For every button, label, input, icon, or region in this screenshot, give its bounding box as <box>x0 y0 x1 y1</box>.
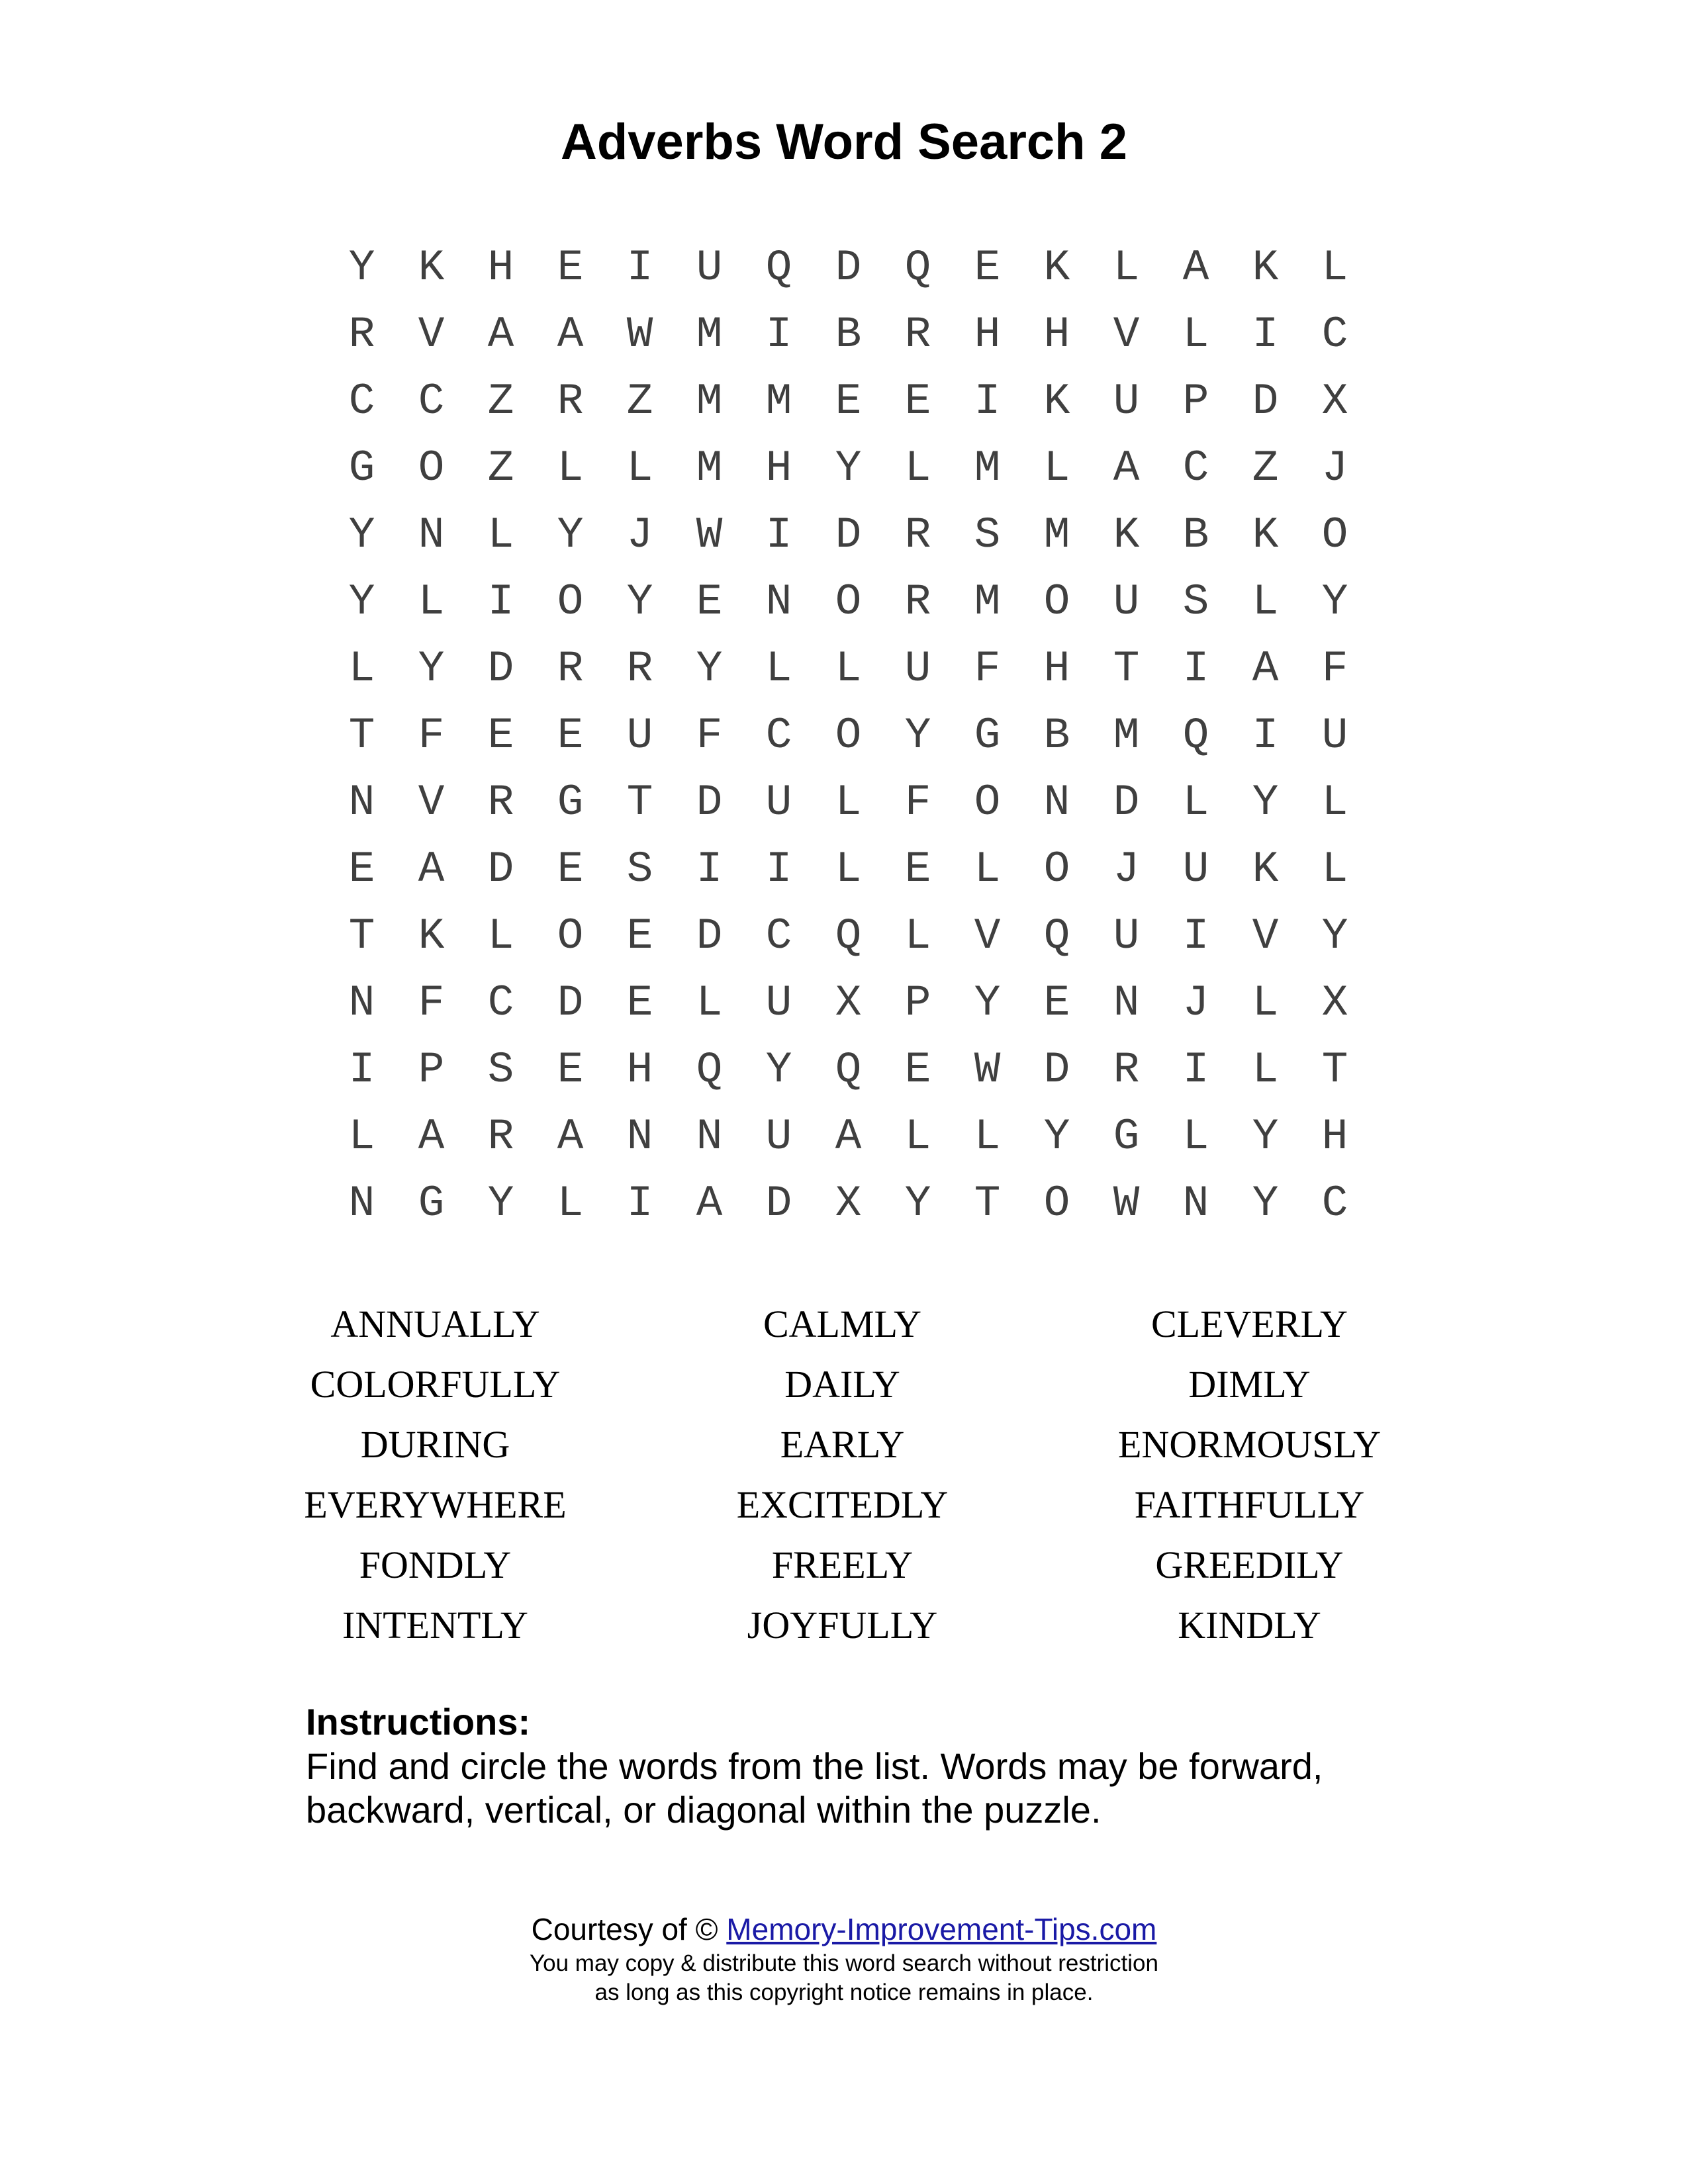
grid-letter[interactable]: Q <box>835 1045 862 1095</box>
grid-letter[interactable]: M <box>765 377 792 426</box>
grid-letter[interactable]: N <box>348 1179 375 1228</box>
grid-letter[interactable]: X <box>1321 978 1348 1028</box>
word-list-item: CALMLY <box>763 1302 922 1345</box>
grid-letter[interactable]: S <box>626 844 653 894</box>
grid-letter[interactable]: T <box>348 711 375 760</box>
grid-letter[interactable]: Q <box>1182 711 1209 760</box>
site-link[interactable]: Memory-Improvement-Tips.com <box>726 1912 1157 1946</box>
grid-letter[interactable]: M <box>696 310 723 359</box>
grid-letter[interactable]: D <box>696 778 723 827</box>
grid-row <box>327 569 1370 635</box>
grid-letter[interactable]: S <box>1182 577 1209 627</box>
grid-row <box>327 1170 1370 1237</box>
grid-letter[interactable]: U <box>1182 844 1209 894</box>
grid-letter[interactable]: C <box>1321 310 1348 359</box>
grid-letter[interactable]: R <box>557 377 584 426</box>
grid-row <box>327 702 1370 769</box>
courtesy-prefix: Courtesy of © <box>531 1912 727 1946</box>
grid-letter[interactable]: O <box>835 711 862 760</box>
grid-letter[interactable]: Q <box>1043 911 1070 961</box>
grid-letter[interactable]: A <box>696 1179 723 1228</box>
grid-letter[interactable]: D <box>1252 377 1279 426</box>
grid-letter[interactable]: I <box>765 510 792 560</box>
instructions-line-1: Find and circle the words from the list. Words may be forward, <box>306 1745 1323 1787</box>
grid-letter[interactable]: Y <box>1321 577 1348 627</box>
grid-letter[interactable]: E <box>487 711 514 760</box>
word-list-item: GREEDILY <box>1155 1543 1344 1586</box>
grid-letter[interactable]: D <box>487 644 514 694</box>
grid-letter[interactable]: Y <box>487 1179 514 1228</box>
word-list-item: JOYFULLY <box>747 1604 938 1647</box>
grid-letter[interactable]: L <box>1252 1045 1279 1095</box>
grid-letter[interactable]: I <box>348 1045 375 1095</box>
grid-letter[interactable]: X <box>1321 377 1348 426</box>
grid-letter[interactable]: M <box>974 443 1001 493</box>
grid-row <box>327 368 1370 435</box>
grid-letter[interactable]: O <box>835 577 862 627</box>
grid-letter[interactable]: W <box>1113 1179 1140 1228</box>
grid-letter[interactable]: O <box>1043 577 1070 627</box>
grid-letter[interactable]: I <box>626 243 653 293</box>
grid-letter[interactable]: T <box>974 1179 1001 1228</box>
instructions-heading: Instructions: <box>306 1701 531 1743</box>
grid-letter[interactable]: J <box>1321 443 1348 493</box>
grid-letter[interactable]: F <box>1321 644 1348 694</box>
grid-letter[interactable]: L <box>1043 443 1070 493</box>
grid-letter[interactable]: Y <box>348 577 375 627</box>
grid-letter[interactable]: L <box>1321 778 1348 827</box>
grid-letter[interactable]: F <box>418 978 445 1028</box>
grid-letter[interactable]: M <box>696 377 723 426</box>
courtesy-line <box>0 1909 1688 1949</box>
grid-letter[interactable]: G <box>348 443 375 493</box>
word-list-row <box>232 1414 1489 1475</box>
grid-letter[interactable]: R <box>487 1112 514 1161</box>
grid-letter[interactable]: G <box>974 711 1001 760</box>
grid-letter[interactable]: Q <box>835 911 862 961</box>
grid-letter[interactable]: L <box>974 1112 1001 1161</box>
grid-letter[interactable]: K <box>1043 243 1070 293</box>
grid-letter[interactable]: E <box>974 243 1001 293</box>
letter-grid <box>327 234 1370 1237</box>
grid-letter[interactable]: R <box>626 644 653 694</box>
grid-letter[interactable]: F <box>904 778 931 827</box>
word-list-item: DURING <box>360 1423 510 1466</box>
grid-letter[interactable]: D <box>696 911 723 961</box>
grid-letter[interactable]: U <box>1321 711 1348 760</box>
grid-letter[interactable]: A <box>557 310 584 359</box>
word-list-item: EVERYWHERE <box>304 1483 567 1526</box>
grid-letter[interactable]: I <box>1252 310 1279 359</box>
grid-letter[interactable]: U <box>904 644 931 694</box>
grid-letter[interactable]: N <box>1043 778 1070 827</box>
grid-letter[interactable]: P <box>418 1045 445 1095</box>
grid-letter[interactable]: L <box>1321 243 1348 293</box>
grid-letter[interactable]: O <box>418 443 445 493</box>
grid-letter[interactable]: Z <box>1252 443 1279 493</box>
word-list-item: DAILY <box>784 1363 900 1406</box>
instructions-line-2: backward, vertical, or diagonal within the puzzle. <box>306 1789 1102 1831</box>
grid-letter[interactable]: G <box>557 778 584 827</box>
word-list-item: FREELY <box>771 1543 914 1586</box>
grid-letter[interactable]: V <box>974 911 1001 961</box>
grid-row <box>327 502 1370 569</box>
grid-letter[interactable]: L <box>1182 1112 1209 1161</box>
grid-letter[interactable]: L <box>1252 978 1279 1028</box>
grid-letter[interactable]: H <box>765 443 792 493</box>
grid-letter[interactable]: N <box>1182 1179 1209 1228</box>
footer <box>0 1909 1688 2007</box>
copyright-notice-line-2: as long as this copyright notice remains in place. <box>594 1979 1094 2005</box>
grid-letter[interactable]: R <box>557 644 584 694</box>
grid-letter[interactable]: J <box>1182 978 1209 1028</box>
grid-letter[interactable]: I <box>765 310 792 359</box>
grid-letter[interactable]: H <box>974 310 1001 359</box>
grid-letter[interactable]: B <box>1182 510 1209 560</box>
grid-letter[interactable]: E <box>348 844 375 894</box>
grid-letter[interactable]: O <box>557 577 584 627</box>
grid-letter[interactable]: M <box>974 577 1001 627</box>
grid-letter[interactable]: E <box>557 844 584 894</box>
grid-letter[interactable]: L <box>1252 577 1279 627</box>
grid-letter[interactable]: N <box>1113 978 1140 1028</box>
grid-letter[interactable]: K <box>1043 377 1070 426</box>
grid-letter[interactable]: J <box>1113 844 1140 894</box>
grid-letter[interactable]: D <box>1113 778 1140 827</box>
grid-letter[interactable]: U <box>1113 377 1140 426</box>
grid-letter[interactable]: B <box>1043 711 1070 760</box>
grid-letter[interactable]: U <box>1113 577 1140 627</box>
grid-letter[interactable]: R <box>487 778 514 827</box>
grid-letter[interactable]: C <box>765 911 792 961</box>
grid-letter[interactable]: J <box>626 510 653 560</box>
grid-letter[interactable]: Y <box>1252 778 1279 827</box>
grid-letter[interactable]: X <box>835 978 862 1028</box>
grid-letter[interactable]: R <box>348 310 375 359</box>
grid-letter[interactable]: U <box>765 978 792 1028</box>
grid-row <box>327 234 1370 301</box>
grid-letter[interactable]: D <box>1043 1045 1070 1095</box>
grid-letter[interactable]: K <box>418 911 445 961</box>
word-list-item: FAITHFULLY <box>1134 1483 1365 1526</box>
grid-letter[interactable]: I <box>974 377 1001 426</box>
page-title: Adverbs Word Search 2 <box>560 114 1127 170</box>
grid-letter[interactable]: W <box>626 310 653 359</box>
grid-letter[interactable]: T <box>1321 1045 1348 1095</box>
instructions-body <box>306 1745 1431 1832</box>
grid-letter[interactable]: P <box>1182 377 1209 426</box>
grid-letter[interactable]: C <box>1182 443 1209 493</box>
word-list-item: FONDLY <box>359 1543 512 1586</box>
grid-letter[interactable]: U <box>626 711 653 760</box>
grid-letter[interactable]: I <box>1252 711 1279 760</box>
grid-letter[interactable]: C <box>418 377 445 426</box>
grid-letter[interactable]: K <box>418 243 445 293</box>
grid-letter[interactable]: C <box>348 377 375 426</box>
word-list <box>232 1294 1489 1655</box>
grid-letter[interactable]: L <box>557 1179 584 1228</box>
grid-letter[interactable]: S <box>487 1045 514 1095</box>
grid-letter[interactable]: L <box>974 844 1001 894</box>
word-list-row <box>232 1294 1489 1354</box>
grid-letter[interactable]: H <box>1043 644 1070 694</box>
grid-letter[interactable]: Y <box>1321 911 1348 961</box>
grid-letter[interactable]: Y <box>974 978 1001 1028</box>
grid-letter[interactable]: L <box>765 644 792 694</box>
grid-letter[interactable]: A <box>418 844 445 894</box>
grid-letter[interactable]: M <box>1043 510 1070 560</box>
grid-letter[interactable]: E <box>626 978 653 1028</box>
grid-letter[interactable]: R <box>904 577 931 627</box>
grid-letter[interactable]: Y <box>348 510 375 560</box>
grid-letter[interactable]: L <box>904 443 931 493</box>
grid-letter[interactable]: E <box>835 377 862 426</box>
grid-letter[interactable]: V <box>1252 911 1279 961</box>
grid-letter[interactable]: L <box>1182 310 1209 359</box>
grid-letter[interactable]: N <box>348 778 375 827</box>
grid-row <box>327 435 1370 502</box>
grid-row <box>327 836 1370 903</box>
grid-letter[interactable]: O <box>1043 844 1070 894</box>
grid-row <box>327 635 1370 702</box>
grid-letter[interactable]: C <box>487 978 514 1028</box>
grid-letter[interactable]: Y <box>696 644 723 694</box>
grid-letter[interactable]: I <box>696 844 723 894</box>
grid-letter[interactable]: L <box>904 1112 931 1161</box>
grid-letter[interactable]: E <box>904 377 931 426</box>
grid-letter[interactable]: I <box>487 577 514 627</box>
grid-letter[interactable]: O <box>557 911 584 961</box>
grid-letter[interactable]: F <box>418 711 445 760</box>
grid-letter[interactable]: U <box>765 778 792 827</box>
grid-letter[interactable]: H <box>487 243 514 293</box>
grid-letter[interactable]: O <box>1043 1179 1070 1228</box>
grid-letter[interactable]: Y <box>418 644 445 694</box>
word-list-item: INTENTLY <box>342 1604 528 1647</box>
grid-letter[interactable]: Y <box>557 510 584 560</box>
grid-letter[interactable]: D <box>487 844 514 894</box>
grid-row <box>327 903 1370 970</box>
grid-letter[interactable]: Q <box>696 1045 723 1095</box>
grid-letter[interactable]: Y <box>1252 1179 1279 1228</box>
grid-letter[interactable]: M <box>1113 711 1140 760</box>
word-list-item: ENORMOUSLY <box>1118 1423 1381 1466</box>
grid-letter[interactable]: E <box>557 1045 584 1095</box>
grid-letter[interactable]: Q <box>904 243 931 293</box>
grid-letter[interactable]: L <box>487 510 514 560</box>
grid-letter[interactable]: U <box>765 1112 792 1161</box>
grid-letter[interactable]: Z <box>487 377 514 426</box>
grid-letter[interactable]: L <box>696 978 723 1028</box>
grid-letter[interactable]: S <box>974 510 1001 560</box>
grid-letter[interactable]: A <box>557 1112 584 1161</box>
grid-letter[interactable]: W <box>696 510 723 560</box>
grid-letter[interactable]: O <box>974 778 1001 827</box>
grid-letter[interactable]: H <box>626 1045 653 1095</box>
grid-letter[interactable]: Z <box>626 377 653 426</box>
grid-letter[interactable]: U <box>1113 911 1140 961</box>
grid-letter[interactable]: L <box>418 577 445 627</box>
grid-letter[interactable]: V <box>418 310 445 359</box>
grid-letter[interactable]: Y <box>626 577 653 627</box>
grid-letter[interactable]: W <box>974 1045 1001 1095</box>
grid-row <box>327 1036 1370 1103</box>
grid-letter[interactable]: F <box>696 711 723 760</box>
grid-letter[interactable]: I <box>626 1179 653 1228</box>
grid-letter[interactable]: F <box>974 644 1001 694</box>
grid-letter[interactable]: V <box>1113 310 1140 359</box>
grid-letter[interactable]: B <box>835 310 862 359</box>
grid-letter[interactable]: L <box>557 443 584 493</box>
grid-letter[interactable]: V <box>418 778 445 827</box>
grid-letter[interactable]: T <box>1113 644 1140 694</box>
word-list-item: EXCITEDLY <box>736 1483 949 1526</box>
word-list-row <box>232 1595 1489 1655</box>
grid-letter[interactable]: E <box>1043 978 1070 1028</box>
grid-letter[interactable]: Q <box>765 243 792 293</box>
grid-letter[interactable]: D <box>557 978 584 1028</box>
grid-letter[interactable]: L <box>626 443 653 493</box>
word-list-item: DIMLY <box>1188 1363 1311 1406</box>
grid-letter[interactable]: L <box>1321 844 1348 894</box>
grid-letter[interactable]: D <box>835 243 862 293</box>
word-list-item: ANNUALLY <box>330 1302 540 1345</box>
grid-letter[interactable]: Y <box>765 1045 792 1095</box>
grid-letter[interactable]: A <box>1113 443 1140 493</box>
grid-letter[interactable]: U <box>696 243 723 293</box>
grid-letter[interactable]: K <box>1252 510 1279 560</box>
grid-letter[interactable]: O <box>1321 510 1348 560</box>
grid-letter[interactable]: N <box>348 978 375 1028</box>
word-list-row <box>232 1535 1489 1595</box>
instructions-block <box>306 1700 1431 1832</box>
grid-letter[interactable]: T <box>348 911 375 961</box>
grid-letter[interactable]: Y <box>835 443 862 493</box>
grid-letter[interactable]: L <box>835 644 862 694</box>
grid-letter[interactable]: N <box>418 510 445 560</box>
grid-letter[interactable]: A <box>1252 644 1279 694</box>
grid-letter[interactable]: H <box>1321 1112 1348 1161</box>
grid-letter[interactable]: N <box>765 577 792 627</box>
word-list-item: EARLY <box>780 1423 905 1466</box>
grid-letter[interactable]: G <box>418 1179 445 1228</box>
grid-letter[interactable]: Z <box>487 443 514 493</box>
grid-letter[interactable]: Y <box>348 243 375 293</box>
grid-letter[interactable]: I <box>1182 1045 1209 1095</box>
grid-letter[interactable]: L <box>904 911 931 961</box>
grid-letter[interactable]: A <box>1182 243 1209 293</box>
grid-letter[interactable]: H <box>1043 310 1070 359</box>
word-list-item: KINDLY <box>1178 1604 1321 1647</box>
grid-letter[interactable]: R <box>904 510 931 560</box>
grid-letter[interactable]: E <box>626 911 653 961</box>
grid-letter[interactable]: E <box>904 844 931 894</box>
grid-letter[interactable]: T <box>626 778 653 827</box>
grid-letter[interactable]: L <box>487 911 514 961</box>
grid-letter[interactable]: Y <box>1043 1112 1070 1161</box>
grid-letter[interactable]: K <box>1113 510 1140 560</box>
word-list-row <box>232 1354 1489 1414</box>
grid-letter[interactable]: E <box>557 243 584 293</box>
grid-letter[interactable]: M <box>696 443 723 493</box>
grid-letter[interactable]: Y <box>904 711 931 760</box>
grid-letter[interactable]: L <box>1182 778 1209 827</box>
grid-letter[interactable]: I <box>1182 911 1209 961</box>
grid-letter[interactable]: L <box>348 644 375 694</box>
grid-letter[interactable]: L <box>348 1112 375 1161</box>
grid-letter[interactable]: E <box>696 577 723 627</box>
grid-letter[interactable]: D <box>765 1179 792 1228</box>
grid-row <box>327 970 1370 1036</box>
grid-letter[interactable]: K <box>1252 243 1279 293</box>
grid-row <box>327 769 1370 836</box>
grid-letter[interactable]: I <box>765 844 792 894</box>
grid-letter[interactable]: Y <box>904 1179 931 1228</box>
grid-letter[interactable]: C <box>765 711 792 760</box>
grid-letter[interactable]: Y <box>1252 1112 1279 1161</box>
grid-letter[interactable]: D <box>835 510 862 560</box>
grid-letter[interactable]: A <box>835 1112 862 1161</box>
grid-letter[interactable]: L <box>1113 243 1140 293</box>
grid-letter[interactable]: G <box>1113 1112 1140 1161</box>
grid-letter[interactable]: P <box>904 978 931 1028</box>
grid-letter[interactable]: N <box>696 1112 723 1161</box>
grid-letter[interactable]: A <box>418 1112 445 1161</box>
grid-letter[interactable]: R <box>1113 1045 1140 1095</box>
grid-letter[interactable]: E <box>557 711 584 760</box>
grid-letter[interactable]: C <box>1321 1179 1348 1228</box>
word-list-item: CLEVERLY <box>1150 1302 1348 1345</box>
grid-letter[interactable]: L <box>835 778 862 827</box>
grid-letter[interactable]: R <box>904 310 931 359</box>
word-list-row <box>232 1475 1489 1535</box>
grid-letter[interactable]: K <box>1252 844 1279 894</box>
grid-letter[interactable]: E <box>904 1045 931 1095</box>
grid-letter[interactable]: N <box>626 1112 653 1161</box>
grid-letter[interactable]: A <box>487 310 514 359</box>
grid-letter[interactable]: X <box>835 1179 862 1228</box>
word-list-item: COLORFULLY <box>310 1363 561 1406</box>
copyright-notice-line-1: You may copy & distribute this word search without restriction <box>530 1950 1158 1976</box>
grid-letter[interactable]: L <box>835 844 862 894</box>
grid-row <box>327 301 1370 368</box>
grid-letter[interactable]: I <box>1182 644 1209 694</box>
grid-row <box>327 1103 1370 1170</box>
